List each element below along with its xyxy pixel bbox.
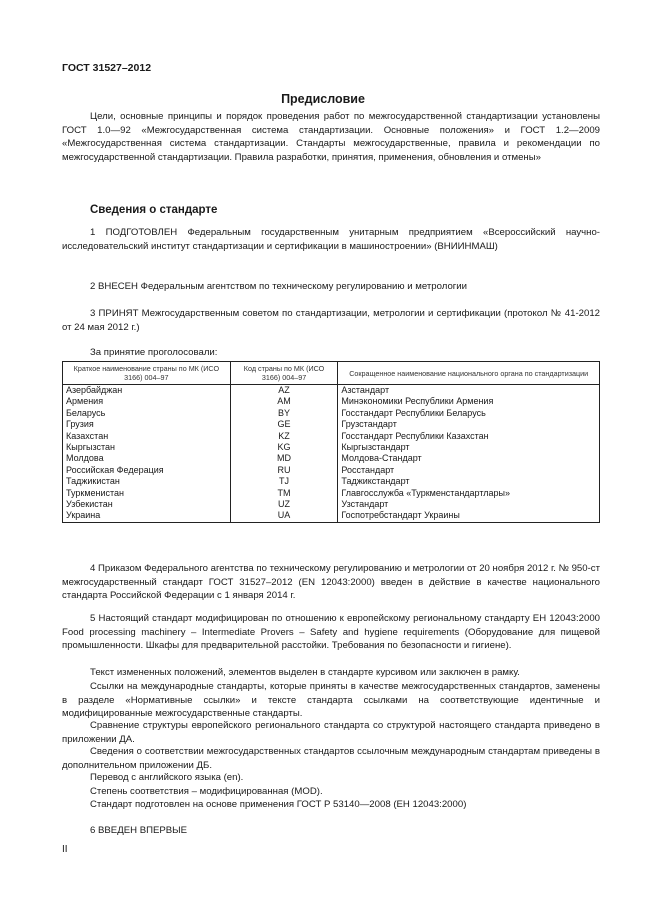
column-header-code: Код страны по МК (ИСО 3166) 004–97: [230, 362, 338, 385]
table-header-row: [63, 362, 600, 385]
document-code: ГОСТ 31527–2012: [62, 62, 152, 74]
country-code-cell: UA: [230, 510, 338, 522]
paragraph-5e: Перевод с английского языка (en).: [90, 772, 244, 783]
paragraph-6: 6 ВВЕДЕН ВПЕРВЫЕ: [90, 825, 188, 836]
country-cell: Азербайджан: [63, 385, 231, 397]
paragraph-5d: Сведения о соответствии межгосударственных стандартов ссылочным международным стандартам приведены в дополнительном приложении ДБ.: [62, 746, 600, 771]
country-cell: Украина: [63, 510, 231, 522]
standards-body-cell: Госстандарт Республики Казахстан: [338, 431, 600, 442]
country-code-cell: RU: [230, 465, 338, 476]
standards-body-cell: Грузстандарт: [338, 419, 600, 430]
paragraph-5b: Ссылки на международные стандарты, которые приняты в качестве межгосударственных стандартов, заменены в разделе «Нормативные ссылки» и тексте стандарта ссылками на соответствующие идентичные и модифицированные межгосударственные стандарты.: [62, 681, 600, 720]
paragraph-5g: Стандарт подготовлен на основе применения ГОСТ Р 53140—2008 (ЕН 12043:2000): [90, 799, 467, 810]
standards-body-cell: Госстандарт Республики Беларусь: [338, 408, 600, 419]
votes-table: [62, 361, 600, 523]
column-header-body: Сокращенное наименование национального органа по стандартизации: [338, 362, 600, 385]
country-cell: Грузия: [63, 419, 231, 430]
country-cell: Кыргызстан: [63, 442, 231, 453]
country-cell: Армения: [63, 396, 231, 407]
country-code-cell: UZ: [230, 499, 338, 510]
country-code-cell: AZ: [230, 385, 338, 397]
country-code-cell: KG: [230, 442, 338, 453]
country-cell: Российская Федерация: [63, 465, 231, 476]
intro-paragraph: Цели, основные принципы и порядок проведения работ по межгосударственной стандартизации установлены ГОСТ 1.0—92 «Межгосударственная система стандартизации. Основные положения» и ГОСТ 1.2—2009 «Межгосударственная система стандартизации. Стандарты межгосударственные, правила и рекомендации по межгосударственной стандартизации. Правила разработки, принятия, применения, обновления и отмены»: [62, 111, 600, 163]
table-row: [63, 419, 600, 430]
country-cell: Молдова: [63, 453, 231, 464]
standards-body-cell: Минэкономики Республики Армения: [338, 396, 600, 407]
country-cell: Туркменистан: [63, 488, 231, 499]
paragraph-3: 3 ПРИНЯТ Межгосударственным советом по стандартизации, метрологии и сертификации (протокол № 41-2012 от 24 мая 2012 г.): [62, 308, 600, 333]
paragraph-2: 2 ВНЕСЕН Федеральным агентством по техническому регулированию и метрологии: [90, 281, 468, 292]
table-row: [63, 408, 600, 419]
paragraph-5a: Текст измененных положений, элементов выделен в стандарте курсивом или заключен в рамку.: [90, 667, 520, 678]
paragraph-5f: Степень соответствия – модифицированная (MOD).: [90, 786, 323, 797]
standards-body-cell: Главгосслужба «Туркменстандартлары»: [338, 488, 600, 499]
country-code-cell: MD: [230, 453, 338, 464]
table-row: [63, 488, 600, 499]
country-code-cell: BY: [230, 408, 338, 419]
section-title: Сведения о стандарте: [90, 204, 218, 216]
vote-label: За принятие проголосовали:: [90, 347, 218, 358]
standards-body-cell: Росстандарт: [338, 465, 600, 476]
country-cell: Таджикистан: [63, 476, 231, 487]
paragraph-5c: Сравнение структуры европейского регионального стандарта со структурой настоящего стандарта приведено в приложении ДА.: [62, 720, 600, 745]
standards-body-cell: Узстандарт: [338, 499, 600, 510]
country-cell: Узбекистан: [63, 499, 231, 510]
country-code-cell: TM: [230, 488, 338, 499]
standards-body-cell: Кыргызстандарт: [338, 442, 600, 453]
table-row: [63, 442, 600, 453]
country-cell: Беларусь: [63, 408, 231, 419]
standards-body-cell: Азстандарт: [338, 385, 600, 397]
table-row: [63, 453, 600, 464]
standards-body-cell: Госпотребстандарт Украины: [338, 510, 600, 522]
country-code-cell: TJ: [230, 476, 338, 487]
paragraph-1: 1 ПОДГОТОВЛЕН Федеральным государственным унитарным предприятием «Всероссийский научно-исследовательский институт стандартизации и сертификации в машиностроении» (ВНИИНМАШ): [62, 227, 600, 252]
standards-body-cell: Молдова-Стандарт: [338, 453, 600, 464]
paragraph-4: 4 Приказом Федерального агентства по техническому регулированию и метрологии от 20 ноября 2012 г. № 950-ст межгосударственный стандарт ГОСТ 31527–2012 (EN 12043:2000) введен в действие в качестве национального стандарта Российской Федерации с 1 января 2014 г.: [62, 563, 600, 602]
paragraph-5: 5 Настоящий стандарт модифицирован по отношению к европейскому региональному стандарту ЕН 12043:2000 Food processing machinery – Intermediate Provers – Safety and hygiene requirements (Оборудование для пищевой промышленности. Шкафы для предварительной расстойки. Требования по безопасности и гигиене).: [62, 613, 600, 652]
country-code-cell: AM: [230, 396, 338, 407]
country-cell: Казахстан: [63, 431, 231, 442]
country-code-cell: GE: [230, 419, 338, 430]
table-row: [63, 396, 600, 407]
table-row: [63, 510, 600, 522]
table-row: [63, 465, 600, 476]
table-row: [63, 431, 600, 442]
page-title: Предисловие: [281, 92, 365, 106]
table-row: [63, 476, 600, 487]
page-number: II: [62, 844, 68, 855]
standards-body-cell: Таджикстандарт: [338, 476, 600, 487]
table-row: [63, 385, 600, 397]
country-code-cell: KZ: [230, 431, 338, 442]
table-row: [63, 499, 600, 510]
column-header-country: Краткое наименование страны по МК (ИСО 3166) 004–97: [63, 362, 231, 385]
